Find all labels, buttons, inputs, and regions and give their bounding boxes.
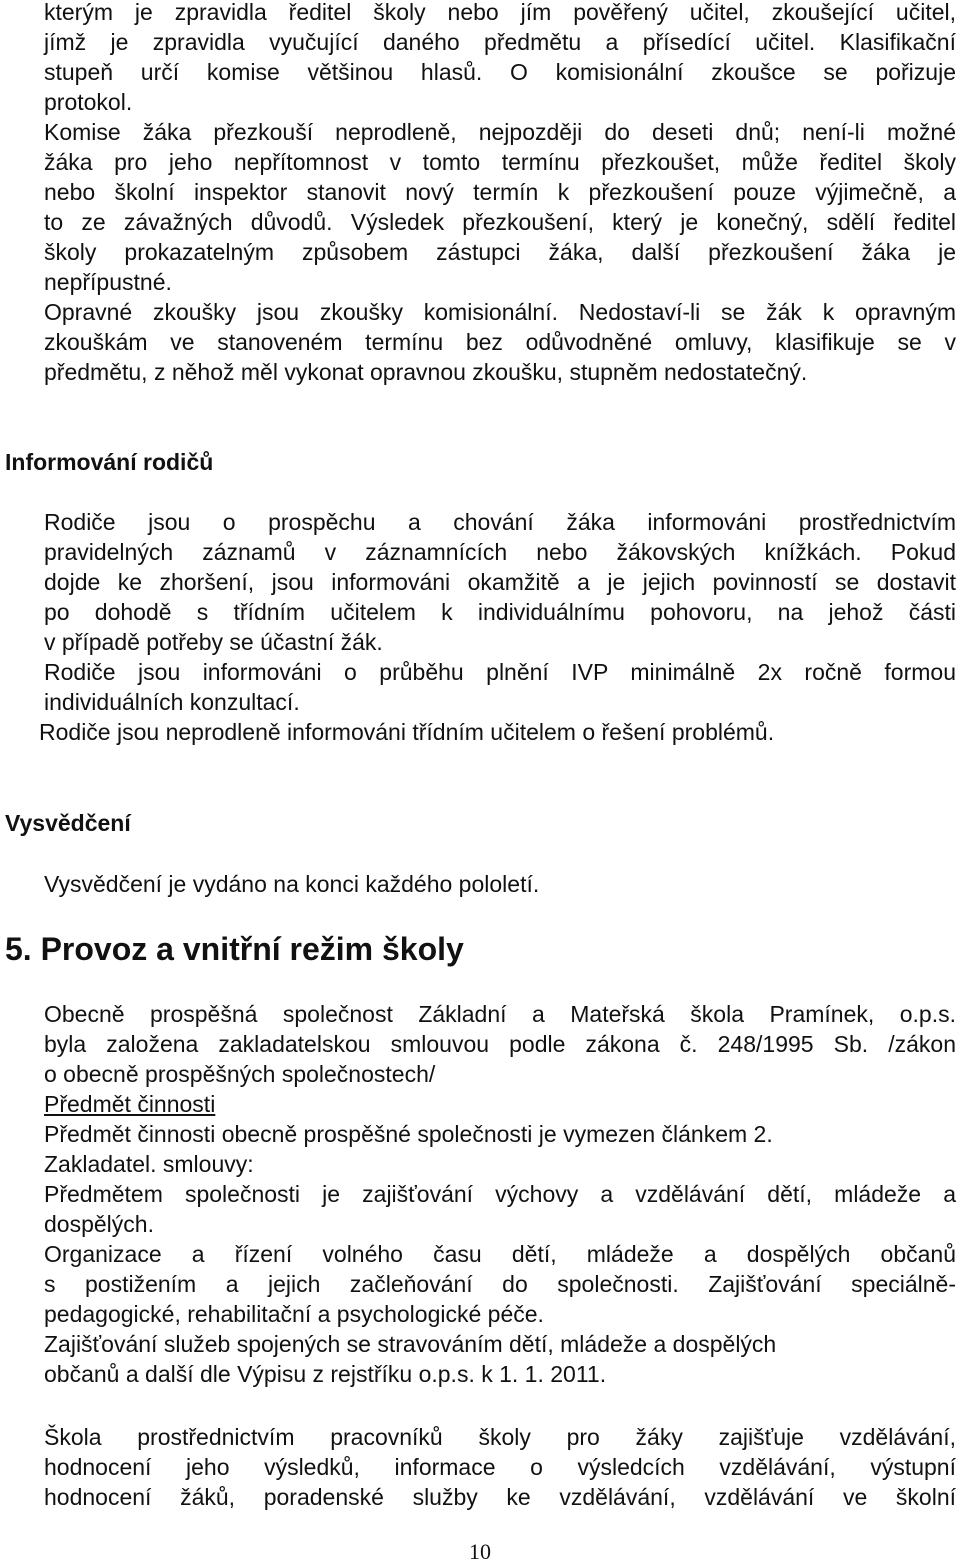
text-line: Komise žáka přezkouší neprodleně, nejpozději do deseti dnů; není-li možné (44, 119, 956, 145)
text-line: Obecně prospěšná společnost Základní a Mateřská škola Pramínek, o.p.s. (44, 1001, 956, 1027)
parents-paragraph (44, 507, 956, 717)
section-heading-parents: Informování rodičů (5, 449, 214, 475)
text-line: zkouškám ve stanoveném termínu bez odůvodněné omluvy, klasifikuje se v (44, 329, 956, 355)
text-line: pravidelných záznamů v záznamnících nebo žákovských knížkách. Pokud (44, 539, 956, 565)
page-number: 10 (469, 1539, 491, 1564)
text-line: byla založena zakladatelskou smlouvou podle zákona č. 248/1995 Sb. /zákon (44, 1031, 956, 1057)
text-line: Organizace a řízení volného času dětí, mládeže a dospělých občanů (44, 1241, 956, 1267)
text-line: hodnocení jeho výsledků, informace o výsledcích vzdělávání, výstupní (44, 1454, 956, 1480)
text-line: školy prokazatelným způsobem zástupci žáka, další přezkoušení žáka je (44, 239, 956, 265)
text-line: dojde ke zhoršení, jsou informováni okamžitě a je jejich povinností se dostavit (44, 569, 956, 595)
text-line: Vysvědčení je vydáno na konci každého pololetí. (44, 871, 540, 897)
certificate-paragraph (44, 869, 956, 899)
text-line: jímž je zpravidla vyučující daného předmětu a přísedící učitel. Klasifikační (44, 29, 956, 55)
text-line: Zajišťování služeb spojených se stravováním dětí, mládeže a dospělých (44, 1331, 777, 1357)
text-line: v případě potřeby se účastní žák. (44, 629, 383, 655)
text-line: Předmětem společnosti je zajišťování výchovy a vzdělávání dětí, mládeže a (44, 1181, 956, 1207)
subject-heading: Předmět činnosti (44, 1091, 216, 1117)
parents-last-line (39, 717, 951, 747)
text-line: Předmět činnosti obecně prospěšné společnosti je vymezen článkem 2. (44, 1121, 773, 1147)
text-line: Rodiče jsou neprodleně informováni třídním učitelem o řešení problémů. (39, 719, 775, 745)
school-paragraph (44, 1422, 956, 1512)
text-line: s postižením a jejich začleňování do společnosti. Zajišťování speciálně- (44, 1271, 956, 1297)
text-line: Opravné zkoušky jsou zkoušky komisionální. Nedostaví-li se žák k opravným (44, 299, 956, 325)
exams-paragraph (44, 0, 956, 387)
text-line: Zakladatel. smlouvy: (44, 1151, 254, 1177)
text-line: to ze závažných důvodů. Výsledek přezkoušení, který je konečný, sdělí ředitel (44, 209, 956, 235)
text-line: pedagogické, rehabilitační a psychologické péče. (44, 1301, 544, 1327)
text-line: občanů a další dle Výpisu z rejstříku o.p.s. k 1. 1. 2011. (44, 1361, 607, 1387)
text-line: o obecně prospěšných společnostech/ (44, 1061, 436, 1087)
text-line: nebo školní inspektor stanovit nový termín k přezkoušení pouze výjimečně, a (44, 179, 956, 205)
text-line: stupeň určí komise většinou hlasů. O komisionální zkoušce se pořizuje (44, 59, 956, 85)
text-line: Rodiče jsou o prospěchu a chování žáka informováni prostřednictvím (44, 509, 956, 535)
text-line: žáka pro jeho nepřítomnost v tomto termínu přezkoušet, může ředitel školy (44, 149, 956, 175)
chapter-title: 5. Provoz a vnitřní režim školy (5, 931, 464, 967)
text-line: předmětu, z něhož měl vykonat opravnou zkoušku, stupněm nedostatečný. (44, 359, 808, 385)
chapter-intro-paragraph (44, 999, 956, 1389)
text-line: protokol. (44, 89, 133, 115)
text-line: Rodiče jsou informováni o průběhu plnění IVP minimálně 2x ročně formou (44, 659, 956, 685)
text-line: kterým je zpravidla ředitel školy nebo jím pověřený učitel, zkoušející učitel, (44, 0, 956, 25)
text-line: nepřípustné. (44, 269, 172, 295)
text-line: dospělých. (44, 1211, 154, 1237)
text-line: po dohodě s třídním učitelem k individuálnímu pohovoru, na jehož části (44, 599, 956, 625)
text-line: Škola prostřednictvím pracovníků školy pro žáky zajišťuje vzdělávání, (44, 1424, 956, 1450)
text-line: hodnocení žáků, poradenské služby ke vzdělávání, vzdělávání ve školní (44, 1484, 956, 1510)
section-heading-certificate: Vysvědčení (5, 810, 131, 836)
text-line: individuálních konzultací. (44, 689, 300, 715)
